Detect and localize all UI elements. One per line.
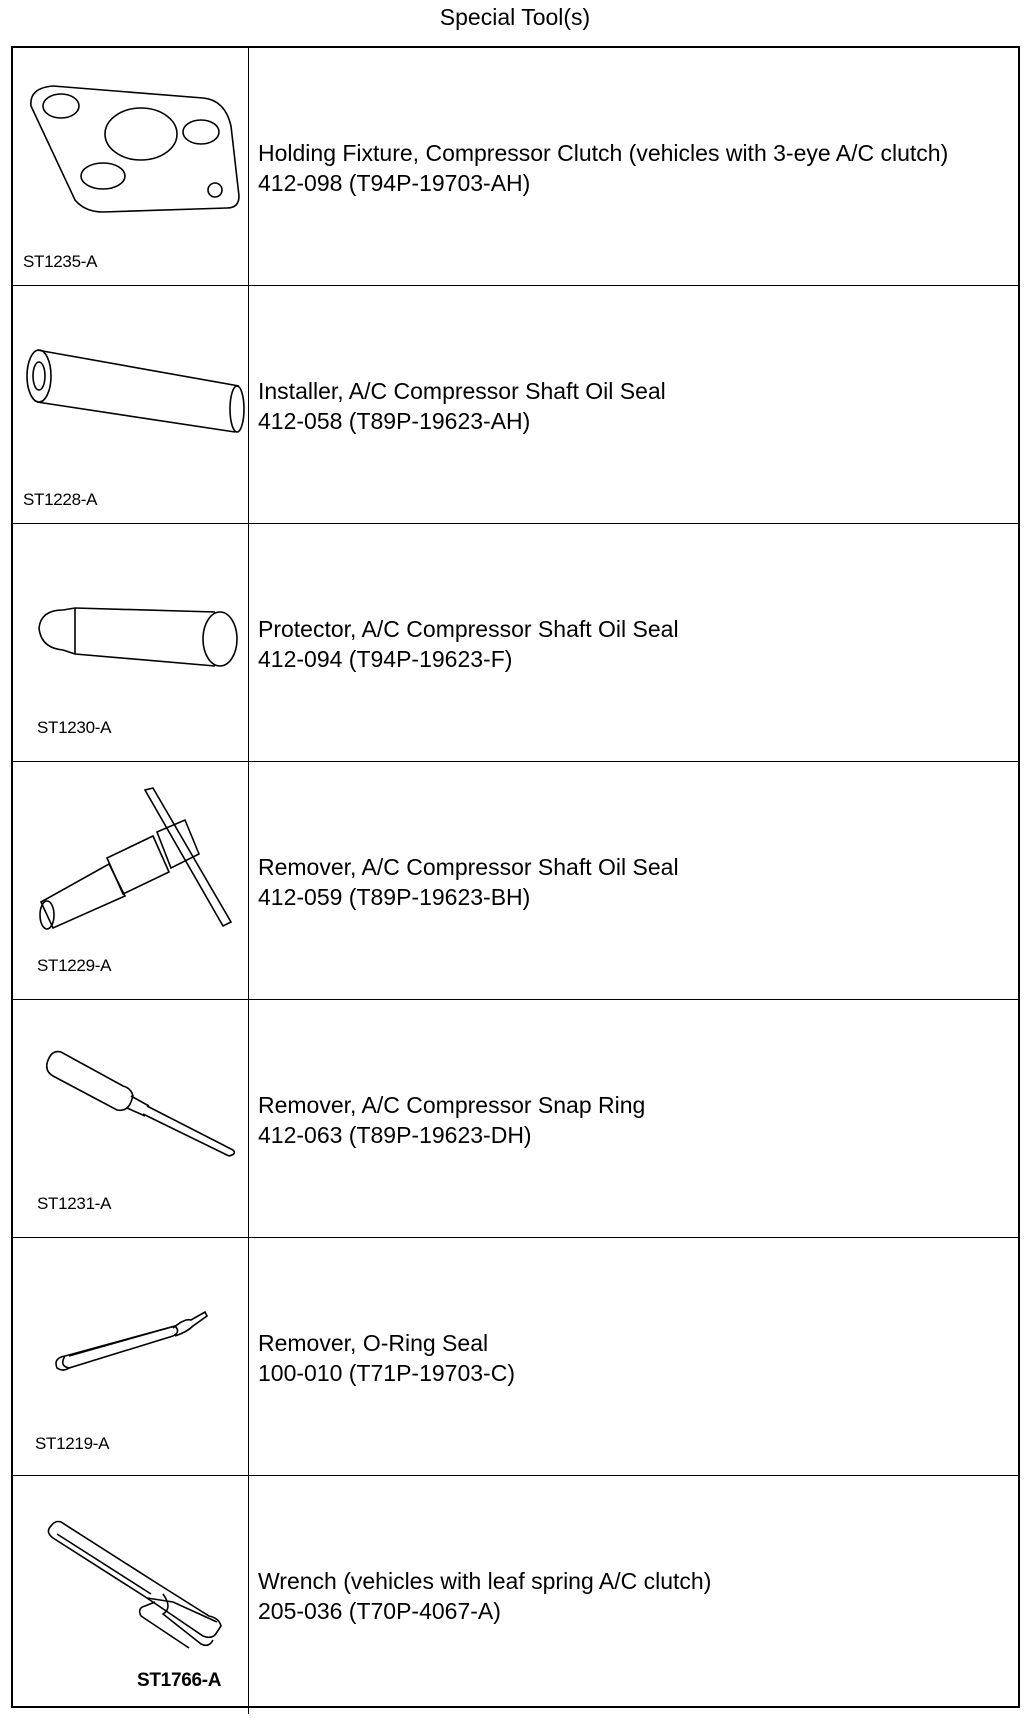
table-row [13, 1238, 1018, 1476]
tool-number: 100-010 (T71P-19703-C) [258, 1360, 515, 1386]
tool-number: 412-094 (T94P-19623-F) [258, 646, 513, 672]
tool-description [258, 614, 679, 674]
tool-image-cell [13, 524, 249, 761]
tool-description [258, 1090, 645, 1150]
tool-code: ST1766-A [137, 1670, 222, 1691]
holding-fixture-plate-icon [13, 48, 249, 286]
table-row [13, 48, 1018, 286]
tool-number: 205-036 (T70P-4067-A) [258, 1598, 501, 1624]
tool-name: Remover, A/C Compressor Snap Ring [258, 1092, 646, 1118]
table-row [13, 762, 1018, 1000]
tool-name: Holding Fixture, Compressor Clutch (vehicles with 3-eye A/C clutch) [258, 140, 949, 166]
tool-description [258, 1328, 515, 1388]
table-row [13, 1000, 1018, 1238]
table-row [13, 524, 1018, 762]
tool-name: Protector, A/C Compressor Shaft Oil Seal [258, 616, 679, 642]
tool-image-cell [13, 286, 249, 523]
tool-image-cell [13, 48, 249, 285]
tool-name: Remover, O-Ring Seal [258, 1330, 489, 1356]
tool-number: 412-058 (T89P-19623-AH) [258, 408, 531, 434]
tool-number: 412-063 (T89P-19623-DH) [258, 1122, 532, 1148]
tool-code: ST1228-A [23, 490, 98, 509]
tool-description [258, 138, 948, 198]
tool-description [258, 1566, 711, 1626]
tool-code: ST1235-A [23, 252, 98, 271]
table-row [13, 286, 1018, 524]
page-title: Special Tool(s) [439, 4, 591, 30]
tool-code: ST1229-A [37, 956, 112, 975]
tool-code: ST1231-A [37, 1194, 112, 1213]
tool-name: Installer, A/C Compressor Shaft Oil Seal [258, 378, 666, 404]
tool-code: ST1219-A [35, 1434, 110, 1453]
tool-image-cell [13, 762, 249, 999]
tool-number: 412-098 (T94P-19703-AH) [258, 170, 531, 196]
tool-code: ST1230-A [37, 718, 112, 737]
table-row [13, 1476, 1018, 1714]
tool-image-cell [13, 1238, 249, 1475]
tool-image-cell [13, 1000, 249, 1237]
tool-description [258, 376, 666, 436]
tool-number: 412-059 (T89P-19623-BH) [258, 884, 531, 910]
tool-description [258, 852, 679, 912]
tool-name: Remover, A/C Compressor Shaft Oil Seal [258, 854, 679, 880]
special-tools-table [11, 46, 1020, 1708]
tool-image-cell [13, 1476, 249, 1714]
tool-name: Wrench (vehicles with leaf spring A/C clutch) [258, 1568, 712, 1594]
installer-tube-icon [13, 286, 249, 524]
